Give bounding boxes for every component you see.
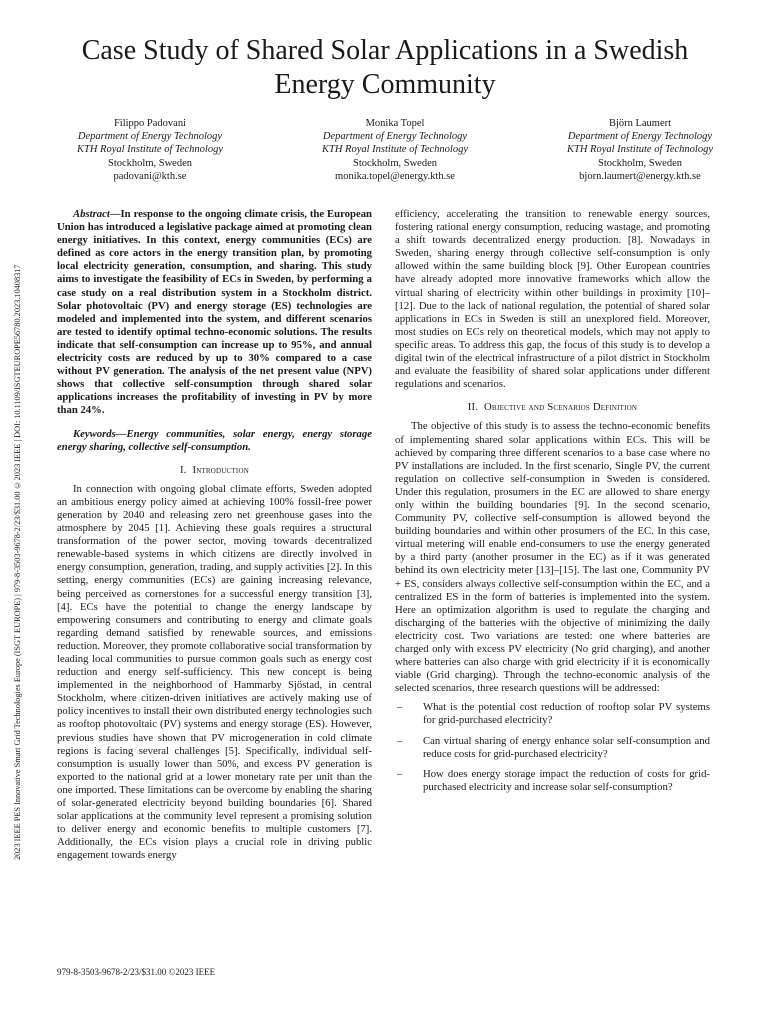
section-title: Objective and Scenarios Definition bbox=[483, 401, 638, 414]
right-column bbox=[395, 208, 710, 801]
author-institution: KTH Royal Institute of Technology bbox=[321, 144, 469, 156]
section-title: Introduction bbox=[192, 463, 249, 476]
author-name: Björn Laumert bbox=[608, 118, 672, 129]
author-email: monika.topel@energy.kth.se bbox=[335, 170, 455, 182]
section-1-paragraph: In connection with ongoing global climate efforts, Sweden adopted an ambitious energy policy aimed at achieving 100% fossil-free power generation by 2040 and releasing zero net greenhouse gases into the atmosphere by 2045 [1]. Achieving these goals requires a structural transformation of the power sector, moving towards decentralized renewable-based systems in which citizens are directly involved in energy consumption, generation, trading, and supply activities [2]. In this setting, energy communities (ECs) are gaining increasing relevance, being perceived as cornerstones for a successful energy transition [3], [4]. ECs have the potential to change the energy landscape by empowering consumers and contributing to energy and climate goals regarding demand satisfied by renewable sources, and emissions reduction. Moreover, they promote collaborative social transformation by leading local communities to pursue common goals such as energy cost reduction and energy self-sufficiency. This new concept is being implemented in the neighborhood of Hammarby Sjöstad, in central Stockholm, where citizen-driven initiatives are actively making use of policy incentives to install their own distributed energy technologies such as rooftop photovoltaic (PV) systems and energy storage (ES). However, previous studies have shown that PV microgeneration in cold climate regions is facing several challenges [5]. Specifically, individual self-consumption is usually lower than 50%, and excess PV generation is exported to the national grid at a lower monetary rate per unit than the one imported. These limitations can be overcome by enabling the sharing of solar-generated electricity beyond building boundaries [6]. Shared solar applications at the community level represent a promising solution to deliver energy and economic benefits to multiple customers [7]. Additionally, the ECs vision plays a crucial role in driving public engagement towards energy bbox=[57, 482, 372, 862]
section-1-heading bbox=[57, 464, 372, 477]
section-number: I. bbox=[180, 463, 187, 476]
list-marker: – bbox=[397, 701, 403, 714]
author-3 bbox=[520, 117, 760, 183]
list-marker: – bbox=[397, 767, 403, 780]
author-name: Monika Topel bbox=[365, 118, 425, 129]
author-name: Filippo Padovani bbox=[113, 118, 187, 129]
author-1 bbox=[30, 117, 270, 183]
author-location: Stockholm, Sweden bbox=[108, 157, 192, 169]
section-1-continuation: efficiency, accelerating the transition to renewable energy sources, fostering rational energy consumption, reducing wastage, and promoting a shift towards decentralized energy production. [8]. Nowadays in Sweden, sharing energy through collective self-consumption is only allowed within the same building block [9]. Other European countries have already adopted more innovative frameworks which allow the virtual sharing of electricity within other buildings in proximity [10]–[12]. Due to the lack of national regulation, the potential of shared solar applications in ECs in Sweden is still an unexplored field. Moreover, most studies on ECs rely on theoretical models, which may not apply to specific areas. To address this gap, the focus of this study is to develop a digital twin of the electrical infrastructure of a pilot district in Stockholm and evaluate the feasibility of shared solar applications under different regulations and scenarios. bbox=[395, 208, 710, 391]
abstract-text: —In response to the ongoing climate crisis, the European Union has introduced a legislative package aimed at promoting clean energy initiatives. In this context, energy communities (ECs) are defined as core actors in the energy transition plan, by promoting local electricity generation, consumption, and sharing. This study aims to investigate the feasibility of ECs in Sweden, by performing a case study on a real distribution system in a Stockholm district. Solar photovoltaic (PV) and energy storage (ES) technologies are modeled and implemented into the system, and different scenarios are tested to identify optimal techno-economic solutions. The results indicate that self-consumption can increase up to 95%, and annual electricity costs are reduced by up to 30% compared to a case without PV generation. The analysis of the net present value (NPV) shows that collective self-consumption through shared solar applications increases the profitability of investing in PV by more than 24%. bbox=[57, 208, 372, 417]
author-block bbox=[30, 117, 760, 183]
section-number: II. bbox=[467, 401, 479, 414]
list-item bbox=[395, 768, 710, 794]
left-column bbox=[57, 208, 372, 863]
list-marker: – bbox=[397, 734, 403, 747]
list-item bbox=[395, 735, 710, 761]
author-email: padovani@kth.se bbox=[113, 170, 187, 182]
list-item bbox=[395, 701, 710, 727]
author-department: Department of Energy Technology bbox=[567, 131, 713, 143]
author-email: bjorn.laumert@energy.kth.se bbox=[579, 170, 701, 182]
author-department: Department of Energy Technology bbox=[322, 131, 468, 143]
abstract-label: Abstract bbox=[73, 208, 110, 220]
question-text: What is the potential cost reduction of rooftop solar PV systems for grid-purchased electricity? bbox=[423, 701, 710, 727]
keywords: Keywords—Energy communities, solar energy, energy storage energy sharing, collective self-consumption. bbox=[57, 427, 372, 453]
paper-title: Case Study of Shared Solar Applications in a Swedish Energy Community bbox=[81, 35, 689, 100]
author-location: Stockholm, Sweden bbox=[353, 157, 437, 169]
author-institution: KTH Royal Institute of Technology bbox=[76, 144, 224, 156]
side-copyright-strip: 2023 IEEE PES Innovative Smart Grid Technologies Europe (ISGT EUROPE) | 979-8-3503-9678-2/23/$31.00 ©2023 IEEE | DOI: 10.1109/ISGTEUROPE56780.2023.10408317 bbox=[13, 264, 22, 860]
question-text: Can virtual sharing of energy enhance solar self-consumption and reduce costs for grid-purchased electricity? bbox=[423, 734, 710, 760]
author-institution: KTH Royal Institute of Technology bbox=[566, 144, 714, 156]
author-department: Department of Energy Technology bbox=[77, 131, 223, 143]
footer-copyright: 979-8-3503-9678-2/23/$31.00 ©2023 IEEE bbox=[57, 967, 216, 977]
section-2-heading bbox=[395, 401, 710, 414]
author-2 bbox=[275, 117, 515, 183]
research-questions bbox=[395, 701, 710, 794]
question-text: How does energy storage impact the reduction of costs for grid-purchased electricity and increase solar self-consumption? bbox=[423, 767, 710, 793]
section-2-paragraph: The objective of this study is to assess the techno-economic benefits of implementing shared solar applications within ECs. This will be achieved by comparing three different scenarios to a base case where no PV installations are included. In the first scenario, Single PV, the current regulation on collective self-consumption in Sweden is considered. Under this regulation, prosumers in the EC are allowed to share energy only within the building boundaries [9]. In the second scenario, Community PV, collective self-consumption is allowed beyond the building boundaries and within other prosumers of the EC. In this case, virtual metering will enable end-consumers to use the energy generated by a third party (another prosumer in the EC) as if it was generated behind its own electricity meter [13]–[15]. The last one, Community PV + ES, considers always collective self-consumption within the EC, and a centralized ES in the form of batteries is implemented into the system. Here an optimization algorithm is used to regulate the charging and discharging of the batteries with the objective of minimizing the daily electricity cost. Two variations are tested: one where batteries are charged only with excess PV electricity (No grid charging), and another where batteries can also charge with grid electricity if it is economically viable (Grid charging). Through the techno-economic analysis of the selected scenarios, three research questions will be addressed: bbox=[395, 420, 710, 695]
author-location: Stockholm, Sweden bbox=[598, 157, 682, 169]
abstract bbox=[57, 208, 372, 418]
